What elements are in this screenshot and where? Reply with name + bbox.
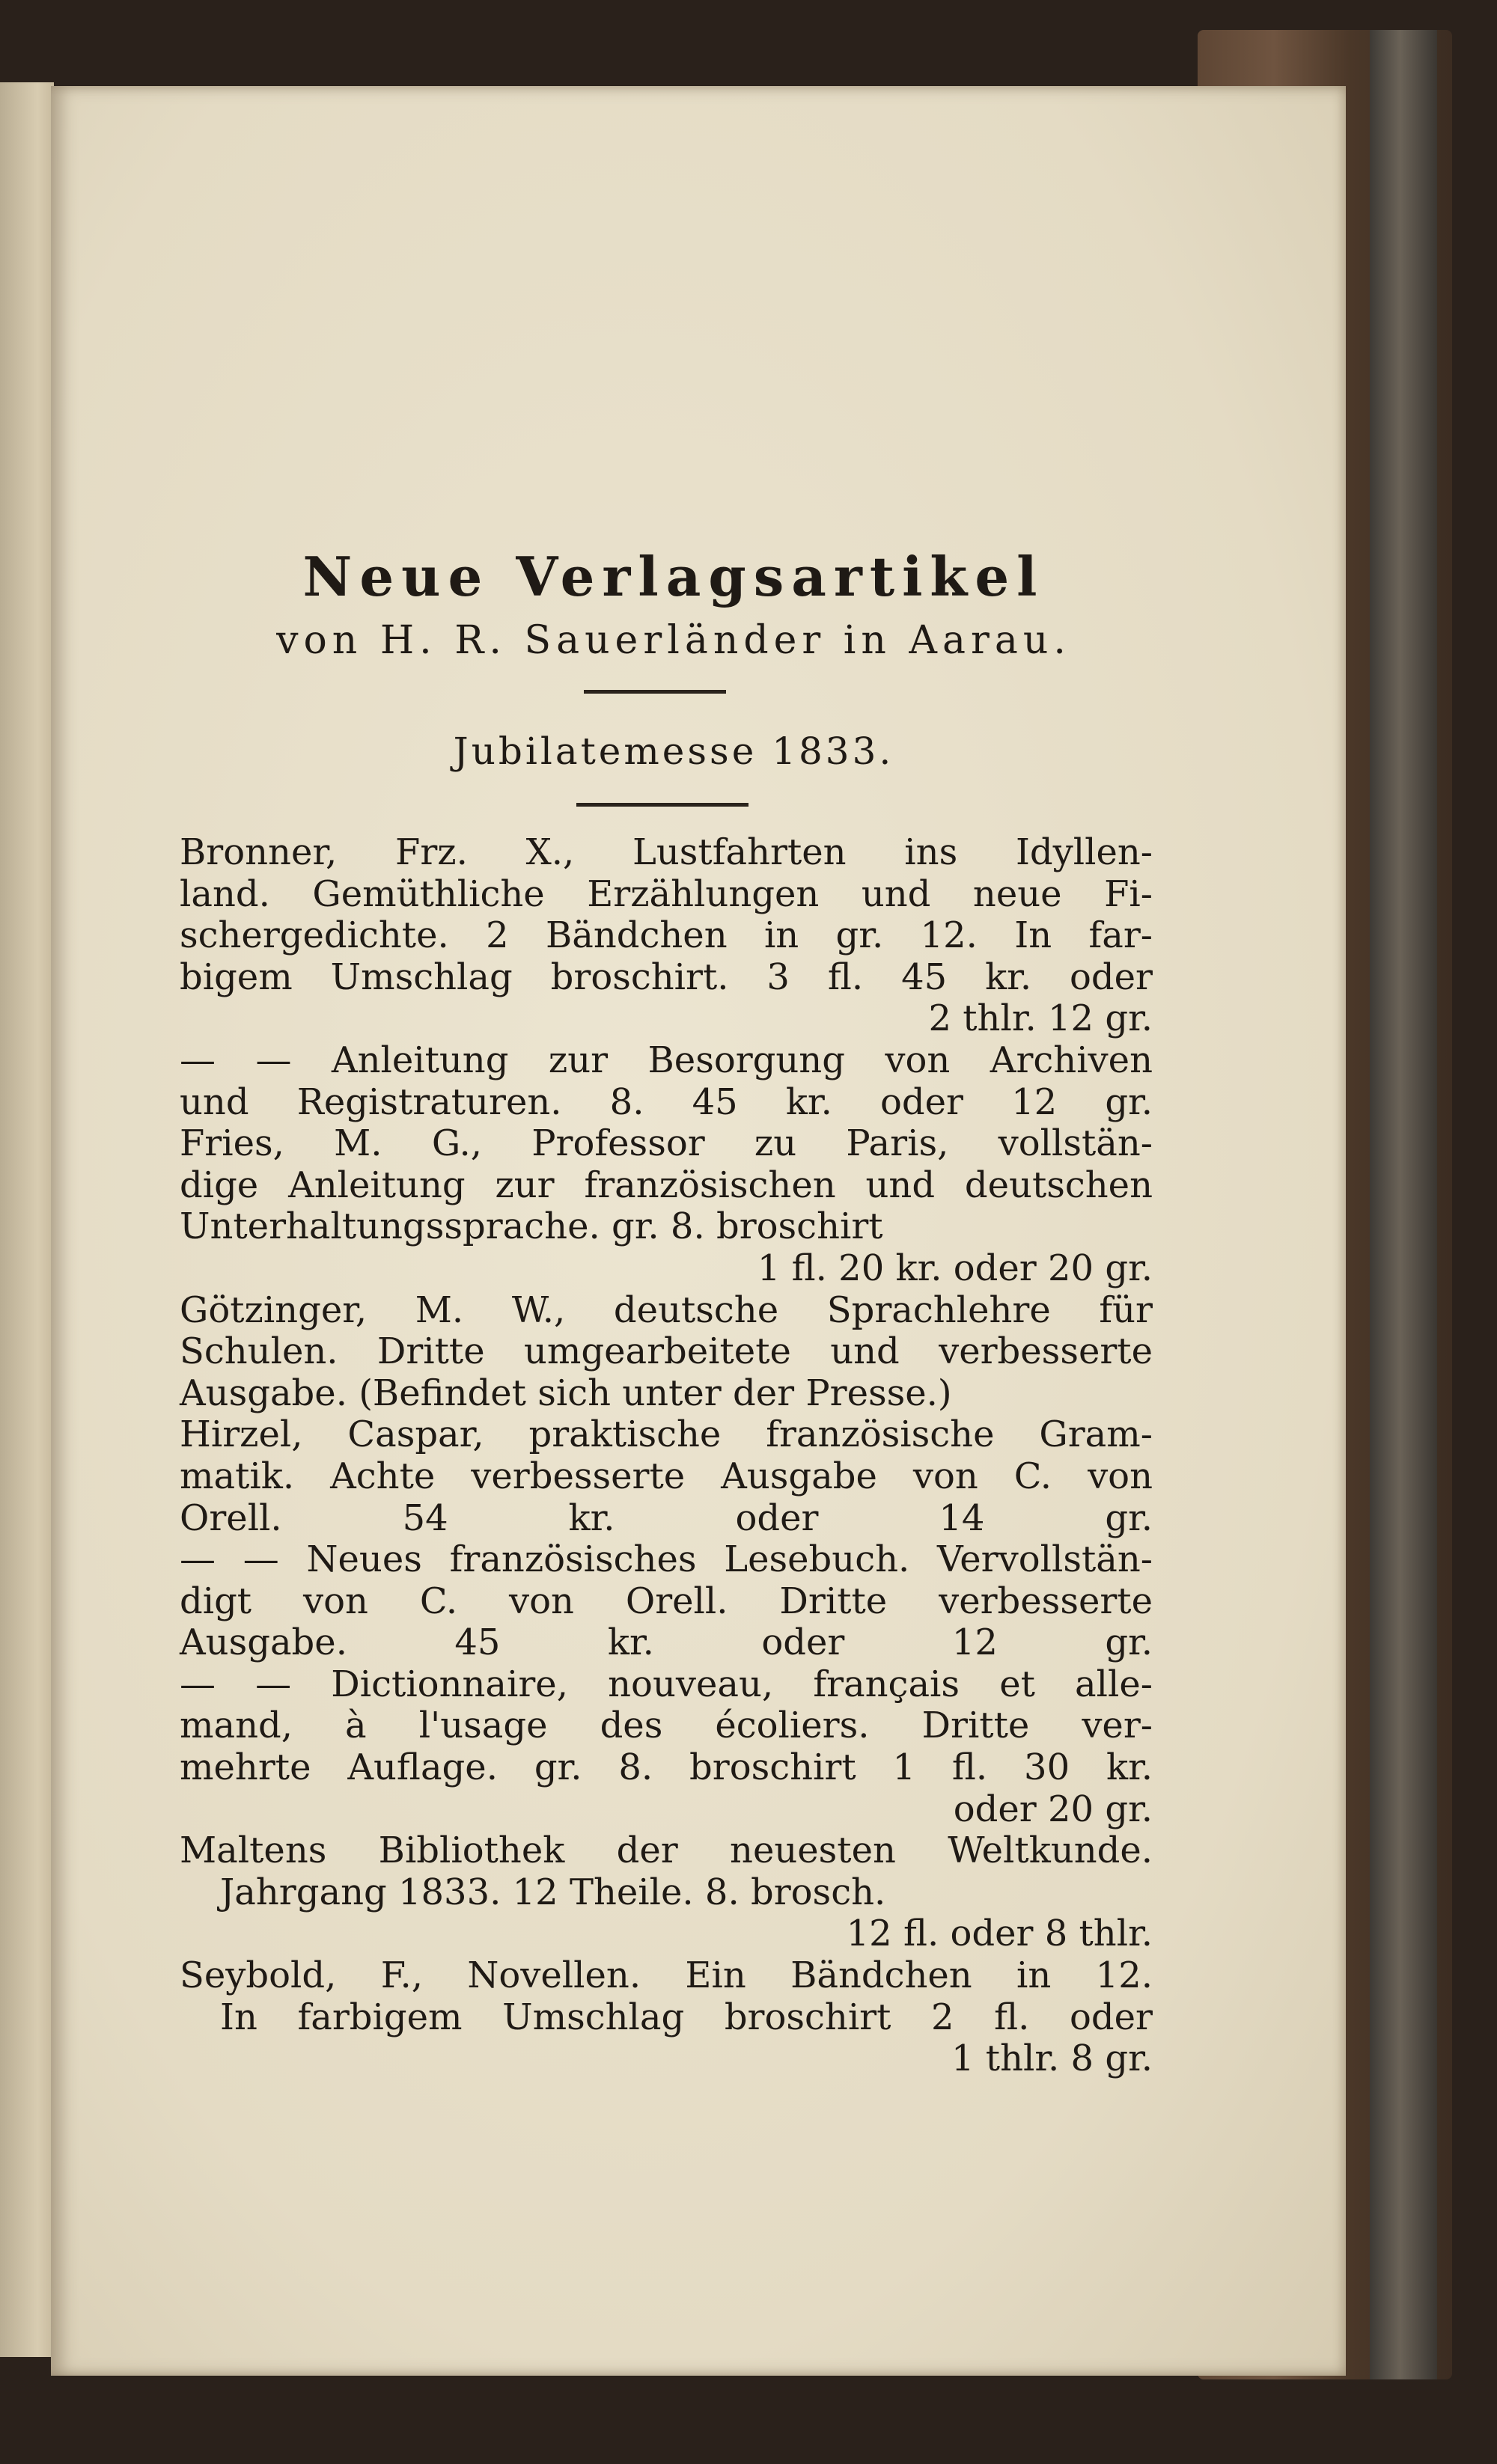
adjacent-page-edge [0, 82, 54, 2357]
catalogue-line: 1 thlr. 8 gr. [951, 2037, 1153, 2080]
catalogue-line: Orell. 54 kr. oder 14 gr. [180, 1497, 1153, 1539]
catalogue-line: In farbigem Umschlag broschirt 2 fl. oder [220, 1996, 1153, 2038]
catalogue-line: Götzinger, M. W., deutsche Sprachlehre für [180, 1288, 1153, 1331]
catalogue-line: 12 fl. oder 8 thlr. [846, 1913, 1153, 1955]
divider-rule [576, 803, 748, 807]
catalogue-line: — — Dictionnaire, nouveau, français et alle- [180, 1663, 1153, 1705]
fair-heading: Jubilatemesse 1833. [453, 730, 894, 773]
catalogue-line: Seybold, F., Novellen. Ein Bändchen in 12. [180, 1954, 1153, 1997]
catalogue-line: mehrte Auflage. gr. 8. broschirt 1 fl. 30 kr. [180, 1746, 1153, 1789]
catalogue-line: dige Anleitung zur französischen und deutschen [180, 1164, 1153, 1206]
page-subtitle: von H. R. Sauerländer in Aarau. [276, 618, 1071, 663]
catalogue-line: bigem Umschlag broschirt. 3 fl. 45 kr. oder [180, 956, 1153, 998]
catalogue-line: mand, à l'usage des écoliers. Dritte ver- [180, 1705, 1153, 1747]
catalogue-line: Schulen. Dritte umgearbeitete und verbesserte [180, 1330, 1153, 1373]
book-spine-edge [1370, 30, 1437, 2379]
catalogue-line: digt von C. von Orell. Dritte verbesserte [180, 1580, 1153, 1622]
catalogue-line: Maltens Bibliothek der neuesten Weltkunde. [180, 1829, 1153, 1872]
catalogue-list [180, 832, 1153, 2080]
catalogue-line: 1 fl. 20 kr. oder 20 gr. [757, 1247, 1153, 1289]
catalogue-line: Bronner, Frz. X., Lustfahrten ins Idyllen- [180, 831, 1153, 873]
page-title: Neue Verlagsartikel [302, 545, 1045, 608]
divider-rule [584, 690, 726, 694]
catalogue-line: Jahrgang 1833. 12 Theile. 8. brosch. [220, 1871, 886, 1913]
catalogue-line: Unterhaltungssprache. gr. 8. broschirt [180, 1205, 883, 1248]
catalogue-line: schergedichte. 2 Bändchen in gr. 12. In far- [180, 914, 1153, 957]
catalogue-line: Ausgabe. (Befindet sich unter der Presse.) [180, 1372, 952, 1414]
catalogue-line: Hirzel, Caspar, praktische französische Gram- [180, 1413, 1153, 1456]
catalogue-line: Ausgabe. 45 kr. oder 12 gr. [180, 1621, 1153, 1664]
catalogue-line: matik. Achte verbesserte Ausgabe von C. von [180, 1455, 1153, 1497]
catalogue-line: — — Anleitung zur Besorgung von Archiven [180, 1039, 1153, 1081]
catalogue-line: oder 20 gr. [953, 1788, 1153, 1830]
catalogue-line: Fries, M. G., Professor zu Paris, vollstän- [180, 1122, 1153, 1165]
catalogue-line: 2 thlr. 12 gr. [928, 997, 1153, 1040]
catalogue-line: und Registraturen. 8. 45 kr. oder 12 gr. [180, 1080, 1153, 1123]
catalogue-line: land. Gemüthliche Erzählungen und neue Fi- [180, 872, 1153, 915]
catalogue-line: — — Neues französisches Lesebuch. Vervollstän- [180, 1538, 1153, 1581]
